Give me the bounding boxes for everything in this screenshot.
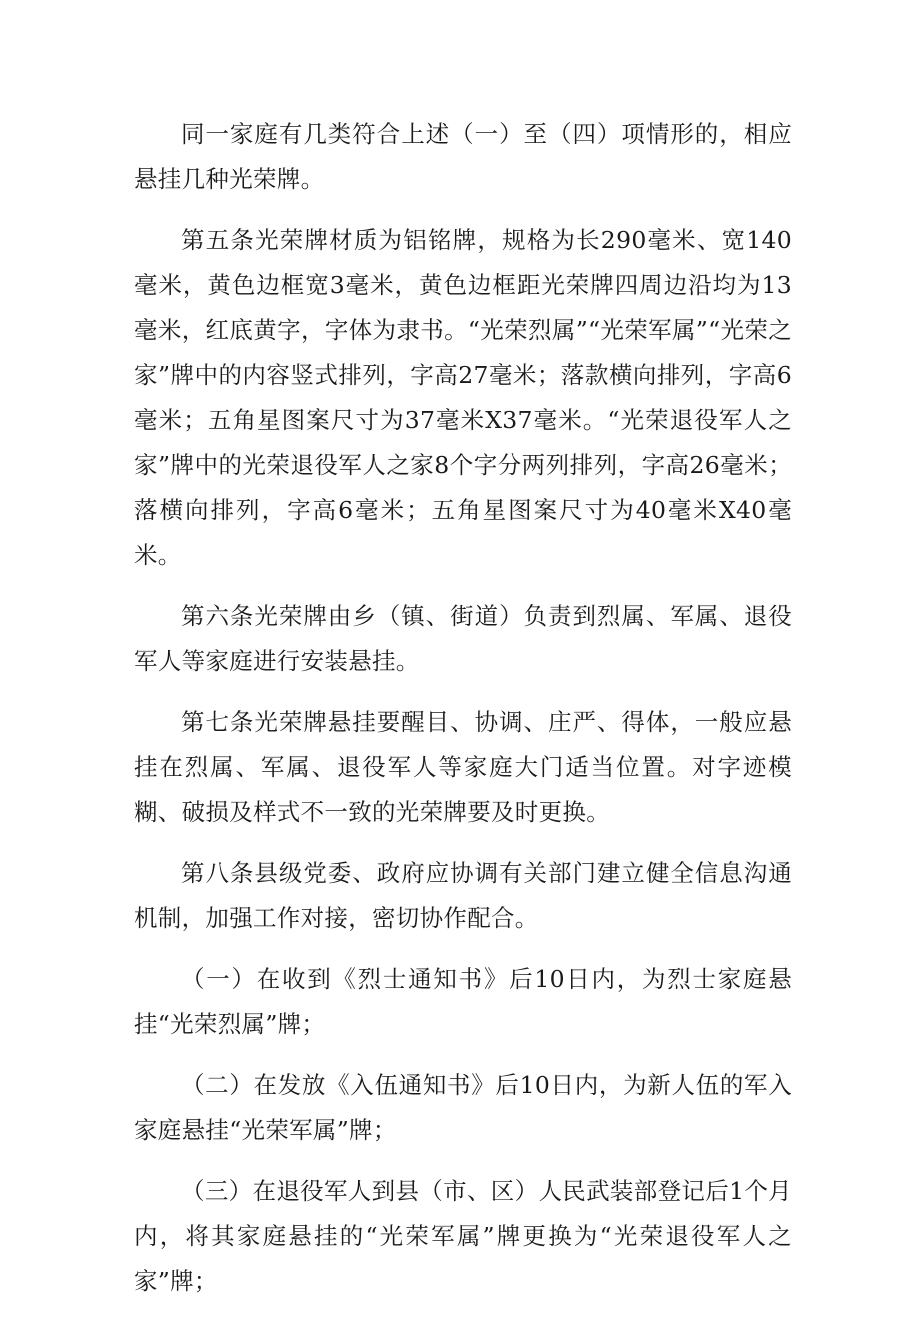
paragraph-5: 第八条县级党委、政府应协调有关部门建立健全信息沟通机制，加强工作对接，密切协作配合。 <box>134 859 792 932</box>
paragraph-7: （二）在发放《入伍通知书》后10日内，为新人伍的军入家庭悬挂“光荣军属”牌； <box>134 1071 792 1144</box>
paragraph-1: 同一家庭有几类符合上述（一）至（四）项情形的，相应悬挂几种光荣牌。 <box>134 120 792 193</box>
paragraph-4: 第七条光荣牌悬挂要醒目、协调、庄严、得体，一般应悬挂在烈属、军属、退役军人等家庭大门适当位置。对字迹模糊、破损及样式不一致的光荣牌要及时更换。 <box>134 708 792 826</box>
document-body <box>134 112 792 1320</box>
paragraph-2: 第五条光荣牌材质为铝铭牌，规格为长290毫米、宽140毫米，黄色边框宽3毫米，黄色边框距光荣牌四周边沿均为13毫米，红底黄字，字体为隶书。“光荣烈属”“光荣军属”“光荣之家”牌中的内容竖式排列，字高27毫米；落款横向排列，字高6毫米；五角星图案尺寸为37毫米X37毫米。“光荣退役军人之家”牌中的光荣退役军人之家8个字分两列排列，字高26毫米；落横向排列，字高6毫米；五角星图案尺寸为40毫米X40毫米。 <box>134 226 792 569</box>
paragraph-3: 第六条光荣牌由乡（镇、街道）负责到烈属、军属、退役军人等家庭进行安装悬挂。 <box>134 602 792 675</box>
paragraph-6: （一）在收到《烈士通知书》后10日内，为烈士家庭悬挂“光荣烈属”牌； <box>134 965 792 1038</box>
paragraph-8: （三）在退役军人到县（市、区）人民武装部登记后1个月内，将其家庭悬挂的“光荣军属”牌更换为“光荣退役军人之家”牌； <box>134 1177 792 1295</box>
